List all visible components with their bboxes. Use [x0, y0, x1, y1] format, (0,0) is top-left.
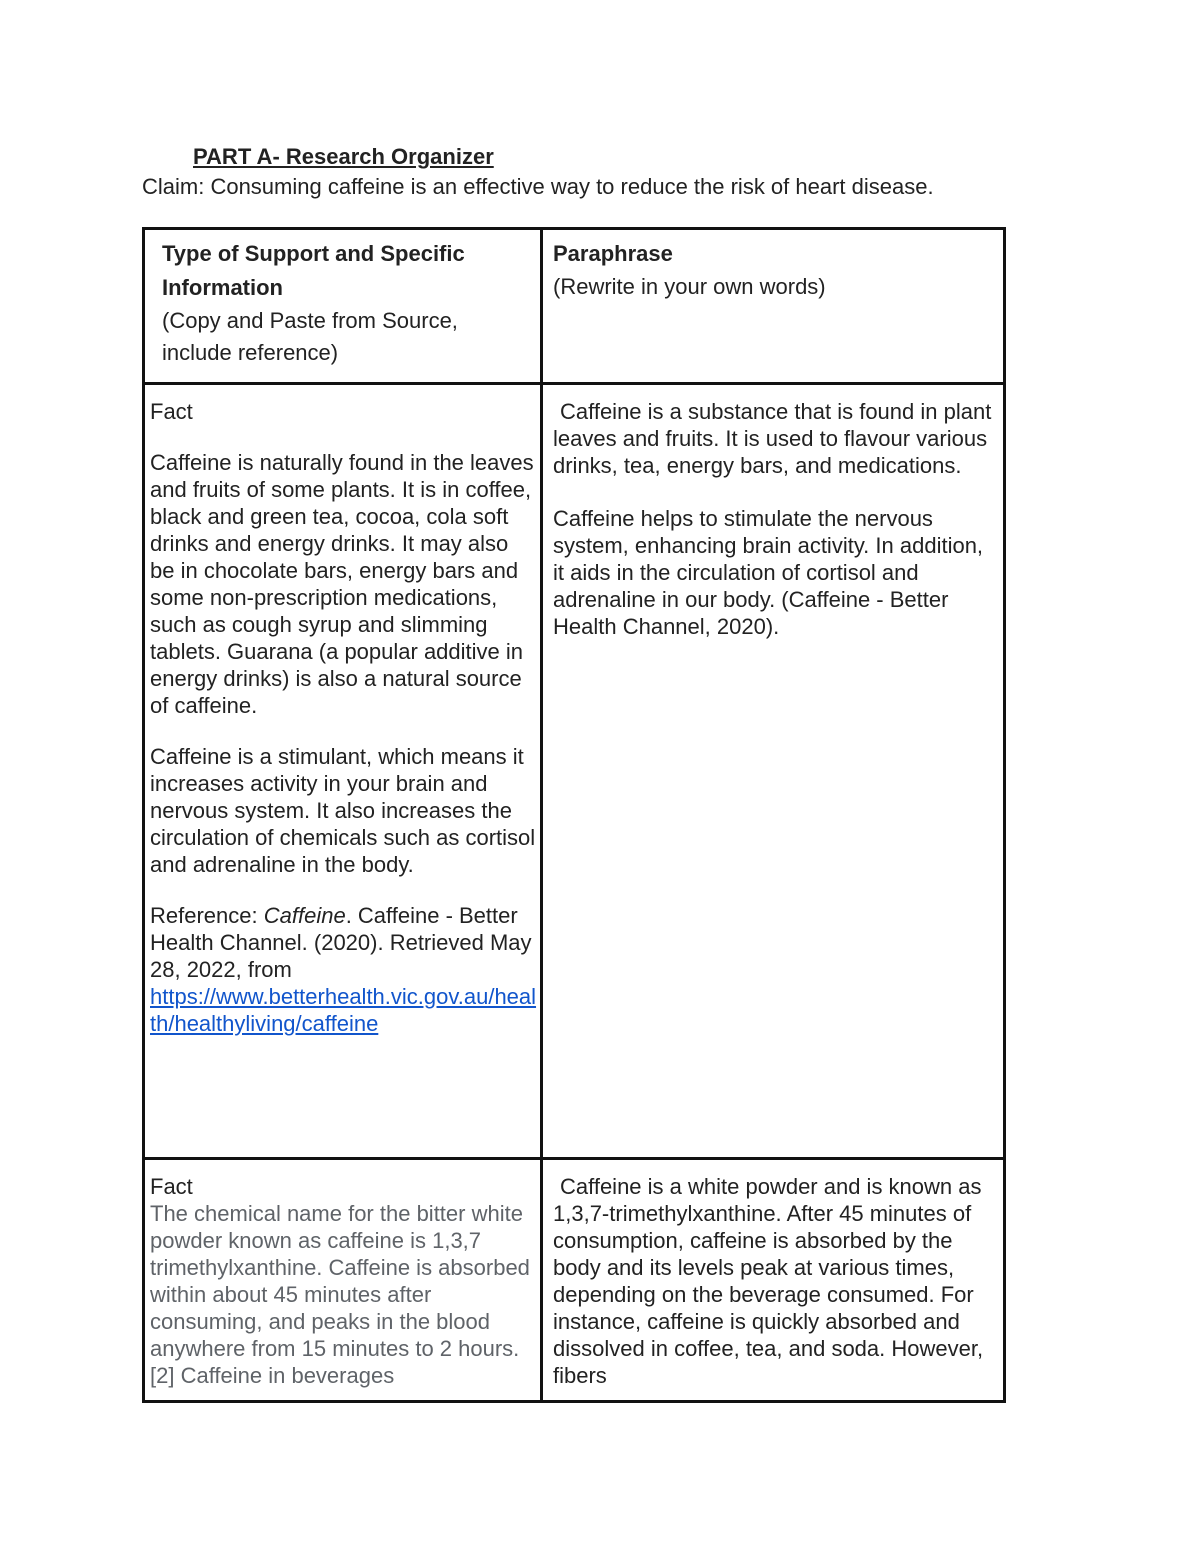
- reference-link[interactable]: https://www.betterhealth.vic.gov.au/health/healthyliving/caffeine: [150, 984, 537, 1036]
- row1-source-cell: [150, 398, 538, 1037]
- header-paraphrase-subtitle: (Rewrite in your own words): [553, 274, 826, 299]
- table-border-row1: [142, 1157, 1006, 1160]
- row1-paraphrase-cell: [553, 398, 997, 640]
- row2-type-label: Fact: [150, 1174, 193, 1199]
- page-title: PART A- Research Organizer: [193, 144, 494, 169]
- row1-paraphrase-paragraph-1: Caffeine is a substance that is found in plant leaves and fruits. It is used to flavour various drinks, tea, energy bars, and medications.: [553, 399, 992, 478]
- table-border-bottom: [142, 1400, 1006, 1403]
- table-border-top: [142, 227, 1006, 230]
- header-cell-paraphrase: [553, 237, 993, 303]
- reference-rest: . Caffeine - Better Health Channel. (2020). Retrieved May 28, 2022, from: [150, 903, 532, 982]
- reference-prefix: Reference:: [150, 903, 264, 928]
- header-support-subtitle: (Copy and Paste from Source, include reference): [162, 308, 458, 365]
- table-border-right: [1003, 227, 1006, 1403]
- table-border-header: [142, 382, 1006, 385]
- row1-type-label: Fact: [150, 399, 193, 424]
- row2-paraphrase-text: Caffeine is a white powder and is known as 1,3,7-trimethylxanthine. After 45 minutes of consumption, caffeine is absorbed by the body and its levels peak at various times, depending on the beverage consumed. For instance, caffeine is quickly absorbed and dissolved in coffee, tea, and soda. However, fibers: [553, 1174, 984, 1388]
- table-border-middle: [540, 227, 543, 1403]
- row1-source-paragraph-1: Caffeine is naturally found in the leaves and fruits of some plants. It is in coffee, black and green tea, cocoa, cola soft drinks and energy drinks. It may also be in chocolate bars, energy bars and some non-prescription medications, such as cough syrup and slimming tablets. Guarana (a popular additive in energy drinks) is also a natural source of caffeine.: [150, 450, 534, 718]
- header-support-title: Type of Support and Specific Information: [162, 241, 465, 300]
- row2-paraphrase-cell: [553, 1173, 997, 1389]
- header-cell-support: [162, 237, 532, 369]
- row2-source-text: The chemical name for the bitter white powder known as caffeine is 1,3,7 trimethylxanthine. Caffeine is absorbed within about 45 minutes after consuming, and peaks in the blood anywhere from 15 minutes to 2 hours. [2] Caffeine in beverages: [150, 1201, 530, 1388]
- row2-source-cell: [150, 1173, 532, 1389]
- row1-reference: [150, 902, 538, 1037]
- reference-title: Caffeine: [263, 903, 346, 928]
- claim-statement: Claim: Consuming caffeine is an effective way to reduce the risk of heart disease.: [142, 174, 934, 199]
- header-paraphrase-title: Paraphrase: [553, 241, 673, 266]
- table-border-left: [142, 227, 145, 1403]
- row1-source-paragraph-2: Caffeine is a stimulant, which means it increases activity in your brain and nervous system. It also increases the circulation of chemicals such as cortisol and adrenaline in the body.: [150, 744, 536, 877]
- row1-paraphrase-paragraph-2: Caffeine helps to stimulate the nervous system, enhancing brain activity. In addition, it aids in the circulation of cortisol and adrenaline in our body. (Caffeine - Better Health Channel, 2020).: [553, 506, 984, 639]
